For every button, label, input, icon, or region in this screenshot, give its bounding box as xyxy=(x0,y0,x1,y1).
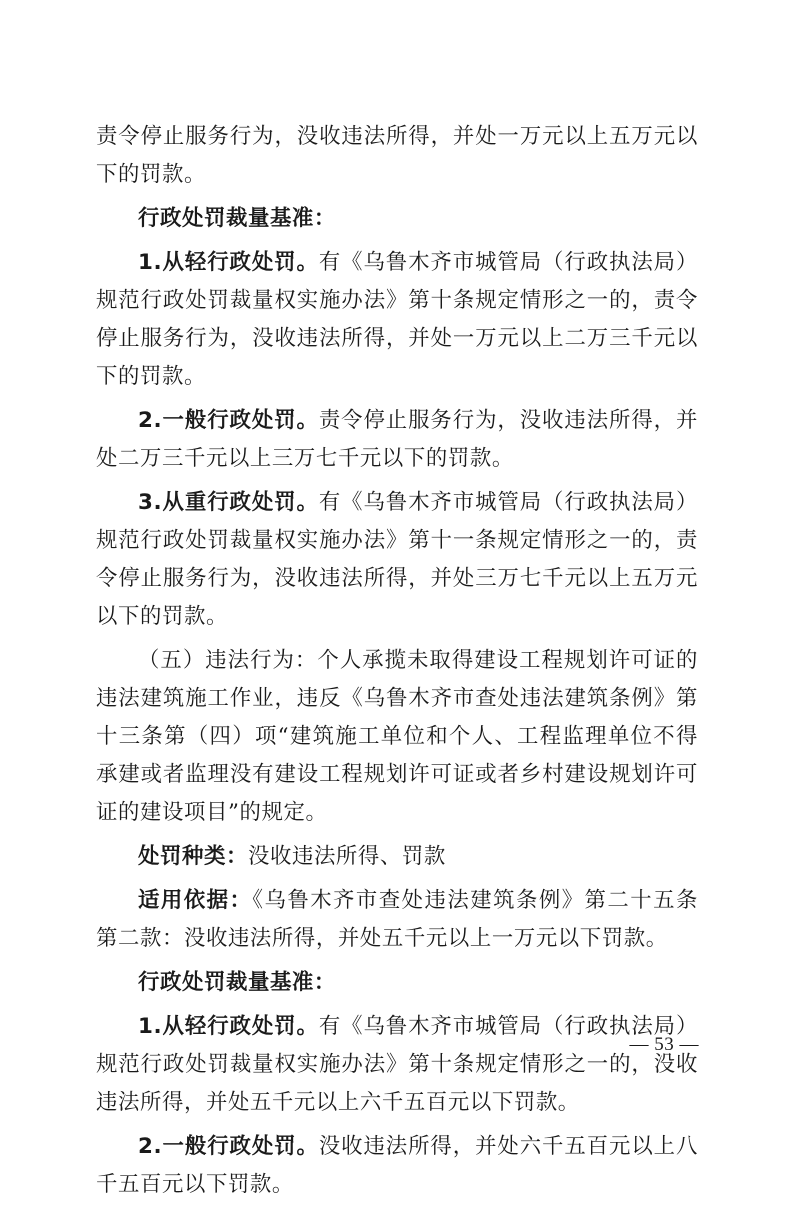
paragraph-lead: 1.从轻行政处罚。 xyxy=(138,250,319,275)
paragraph-lead: 处罚种类： xyxy=(138,844,248,869)
paragraph-text: 没收违法所得、罚款 xyxy=(247,844,446,869)
paragraph-lead: 2.一般行政处罚。 xyxy=(138,408,319,433)
paragraph-text: 责令停止服务行为，没收违法所得，并处二万三千元以上三万七千元以下的罚款。 xyxy=(96,408,698,471)
paragraph-text: 有《乌鲁木齐市城管局（行政执法局）规范行政处罚裁量权实施办法》第十条规定情形之一的，责令停止服务行为，没收违法所得，并处一万元以上二万三千元以下的罚款。 xyxy=(96,250,698,389)
paragraph-text: 有《乌鲁木齐市城管局（行政执法局）规范行政处罚裁量权实施办法》第十条规定情形之一的，没收违法所得，并处五千元以上六千五百元以下罚款。 xyxy=(96,1014,698,1115)
paragraph-text: 没收违法所得，并处六千五百元以上八千五百元以下罚款。 xyxy=(96,1134,698,1197)
section-heading: 行政处罚裁量基准： xyxy=(138,970,336,995)
paragraph-text: 责令停止服务行为，没收违法所得，并处一万元以上五万元以下的罚款。 xyxy=(96,124,698,187)
paragraph-text: （五）违法行为：个人承揽未取得建设工程规划许可证的违法建筑施工作业，违反《乌鲁木齐市查处违法建筑条例》第十三条第（四）项“建筑施工单位和个人、工程监理单位不得承建或者监理没有建设工程规划许可证或者乡村建设规划许可证的建设项目”的规定。 xyxy=(96,648,698,825)
paragraph-lead: 3.从重行政处罚。 xyxy=(138,490,319,515)
paragraph-1 xyxy=(96,118,698,194)
paragraph-2 xyxy=(96,200,698,238)
paragraph-10 xyxy=(96,1008,698,1122)
paragraph-text: 有《乌鲁木齐市城管局（行政执法局）规范行政处罚裁量权实施办法》第十一条规定情形之一的，责令停止服务行为，没收违法所得，并处三万七千元以上五万元以下的罚款。 xyxy=(96,490,698,629)
paragraph-4 xyxy=(96,402,698,478)
paragraph-text: 《乌鲁木齐市查处违法建筑条例》第二十五条第二款：没收违法所得，并处五千元以上一万元以下罚款。 xyxy=(96,888,698,951)
section-heading: 行政处罚裁量基准： xyxy=(138,206,336,231)
paragraph-11 xyxy=(96,1128,698,1204)
page-number: — 53 — xyxy=(629,1034,699,1055)
paragraph-lead: 2.一般行政处罚。 xyxy=(138,1134,319,1159)
paragraph-8 xyxy=(96,882,698,958)
paragraph-lead: 适用依据： xyxy=(138,888,253,913)
paragraph-9 xyxy=(96,964,698,1002)
paragraph-3 xyxy=(96,244,698,396)
paragraph-6 xyxy=(96,642,698,832)
paragraph-lead: 1.从轻行政处罚。 xyxy=(138,1014,319,1039)
paragraph-5 xyxy=(96,484,698,636)
paragraph-7 xyxy=(96,838,698,876)
document-body xyxy=(96,118,698,1210)
